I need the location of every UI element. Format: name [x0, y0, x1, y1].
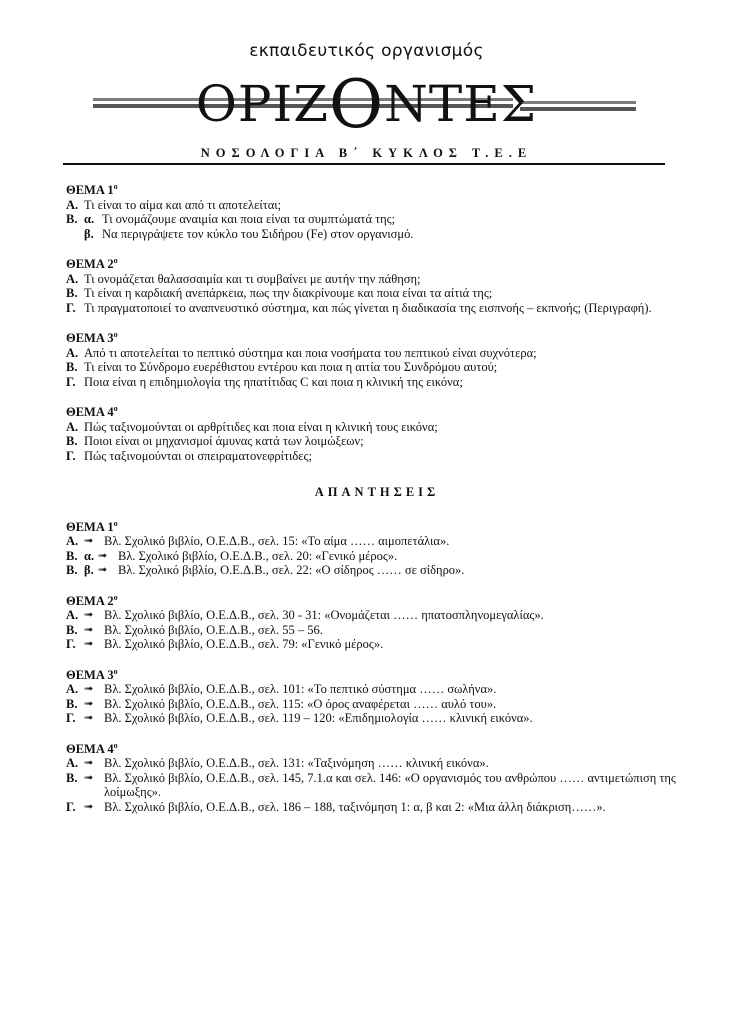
answer-item: Β. β. ➟ Βλ. Σχολικό βιβλίο, Ο.Ε.Δ.Β., σελ. 22: «Ο σίδηρος …… σε σίδηρο».	[66, 563, 465, 577]
answers-heading: ΑΠΑΝΤΗΣΕΙΣ	[314, 485, 440, 499]
question-item: Β. Τι είναι η καρδιακή ανεπάρκεια, πως την διακρίνουμε και ποια είναι τα αίτιά της;	[66, 286, 493, 300]
question-section-4	[66, 402, 676, 463]
arrow-icon: ➟	[98, 549, 108, 562]
answer-item: Α. ➟ Βλ. Σχολικό βιβλίο, Ο.Ε.Δ.Β., σελ. 15: «Το αίμα …… αιμοπετάλια».	[66, 534, 450, 548]
question-item: Γ. Πώς ταξινομούνται οι σπειραματονεφρίτιδες;	[66, 448, 312, 463]
question-item: Α. Από τι αποτελείται το πεπτικό σύστημα και ποια νοσήματα του πεπτικού είναι συχνότερα;	[66, 345, 537, 360]
arrow-icon: ➟	[98, 564, 108, 576]
question-section-2	[66, 254, 676, 315]
section-title: ΘΕΜΑ $2^o$	[66, 256, 118, 271]
question-item: Α. Πώς ταξινομούνται οι αρθρίτιδες και ποια είναι η κλινική τους εικόνα;	[66, 419, 438, 434]
question-item: Α. Τι είναι το αίμα και από τι αποτελείται;	[66, 197, 282, 212]
section-title: ΘΕΜΑ $4^o$	[66, 404, 118, 419]
answer-item: Α. ➟ Βλ. Σχολικό βιβλίο, Ο.Ε.Δ.Β., σελ. 101: «Το πεπτικό σύστημα …… σωλήνα».	[66, 682, 497, 696]
question-item: Γ. Ποια είναι η επιδημιολογία της ηπατίτιδας C και ποια η κλινική της εικόνα;	[66, 374, 463, 389]
header-divider	[63, 163, 665, 165]
answer-section-4	[66, 739, 676, 815]
logo-text-part-1: ΟΡΙΖ	[195, 75, 330, 133]
organization-subtitle: εκπαιδευτικός οργανισμός	[249, 41, 484, 61]
answer-item: Γ. ➟ Βλ. Σχολικό βιβλίο, Ο.Ε.Δ.Β., σελ. 186 – 188, ταξινόμηση 1: α, β και 2: «Μια άλλη διάκριση……».	[66, 799, 606, 814]
question-item: Β. Τι είναι το Σύνδρομο ευερέθιστου εντέρου και ποια η αιτία του Συνδρόμου αυτού;	[66, 360, 498, 374]
course-title: ΝΟΣΟΛΟΓΙΑ Β΄ ΚΥΚΛΟΣ Τ.Ε.Ε	[200, 146, 533, 160]
answer-item: Β. ➟ Βλ. Σχολικό βιβλίο, Ο.Ε.Δ.Β., σελ. 115: «Ο όρος αναφέρεται …… αυλό του».	[66, 696, 497, 711]
arrow-icon: ➟	[84, 638, 94, 650]
arrow-icon: ➟	[84, 697, 94, 710]
section-title: ΘΕΜΑ $1^o$	[66, 182, 118, 197]
answer-item: Α. ➟ Βλ. Σχολικό βιβλίο, Ο.Ε.Δ.Β., σελ. 30 - 31: «Ονομάζεται …… ηπατοσπληνομεγαλίας».	[66, 608, 544, 622]
document-body	[66, 180, 676, 827]
arrow-icon: ➟	[84, 771, 94, 784]
section-title: ΘΕΜΑ $1^o$	[66, 518, 118, 534]
logo-text-part-2: ΝΤΕΣ	[384, 75, 538, 133]
section-title: ΘΕΜΑ $3^o$	[66, 666, 118, 682]
question-item: Γ. Τι πραγματοποιεί το αναπνευστικό σύστημα, και πώς γίνεται η διαδικασία της εισπνοής – εκπνοής; (Περιγραφή).	[66, 300, 652, 315]
logo-text-big-o: Ο	[329, 66, 385, 143]
arrow-icon: ➟	[84, 712, 94, 724]
section-title: ΘΕΜΑ $3^o$	[66, 330, 118, 345]
document-header	[0, 0, 733, 170]
answer-section-3	[66, 665, 676, 726]
answer-section-1	[66, 517, 676, 578]
answer-section-2	[66, 591, 676, 652]
answer-item: Β. ➟ Βλ. Σχολικό βιβλίο, Ο.Ε.Δ.Β., σελ. 145, 7.1.α και σελ. 146: «Ο οργανισμός του ανθρώπου …… αντιμετώπιση της λοίμωξης».	[66, 770, 676, 799]
section-title: ΘΕΜΑ $2^o$	[66, 592, 118, 608]
arrow-icon: ➟	[84, 609, 94, 621]
question-item: Β. α. Τι ονομάζουμε αναιμία και ποια είναι τα συμπτώματά της;	[66, 212, 396, 226]
answer-item: Α. ➟ Βλ. Σχολικό βιβλίο, Ο.Ε.Δ.Β., σελ. 131: «Ταξινόμηση …… κλινική εικόνα».	[66, 756, 489, 770]
arrow-icon: ➟	[84, 623, 94, 636]
question-item: Β. Ποιοι είναι οι μηχανισμοί άμυνας κατά των λοιμώξεων;	[66, 434, 364, 448]
answer-item: Γ. ➟ Βλ. Σχολικό βιβλίο, Ο.Ε.Δ.Β., σελ. 119 – 120: «Επιδημιολογία …… κλινική εικόνα».	[66, 711, 533, 725]
arrow-icon: ➟	[84, 800, 94, 813]
arrow-icon: ➟	[84, 757, 94, 769]
organization-logo	[0, 66, 733, 143]
section-title: ΘΕΜΑ $4^o$	[66, 740, 118, 756]
question-section-3	[66, 328, 676, 389]
answer-item: Β. ➟ Βλ. Σχολικό βιβλίο, Ο.Ε.Δ.Β., σελ. 55 – 56.	[66, 622, 323, 637]
answer-item: Β. α. ➟ Βλ. Σχολικό βιβλίο, Ο.Ε.Δ.Β., σελ. 20: «Γενικό μέρος».	[66, 548, 398, 563]
question-item: Α. Τι ονομάζεται θαλασσαιμία και τι συμβαίνει με αυτήν την πάθηση;	[66, 271, 421, 286]
question-item: β. Να περιγράψετε τον κύκλο του Σιδήρου (Fe) στον οργανισμό.	[84, 226, 414, 241]
question-section-1	[66, 180, 676, 241]
arrow-icon: ➟	[84, 535, 94, 547]
arrow-icon: ➟	[84, 683, 94, 695]
answer-item: Γ. ➟ Βλ. Σχολικό βιβλίο, Ο.Ε.Δ.Β., σελ. 79: «Γενικό μέρος».	[66, 637, 384, 651]
